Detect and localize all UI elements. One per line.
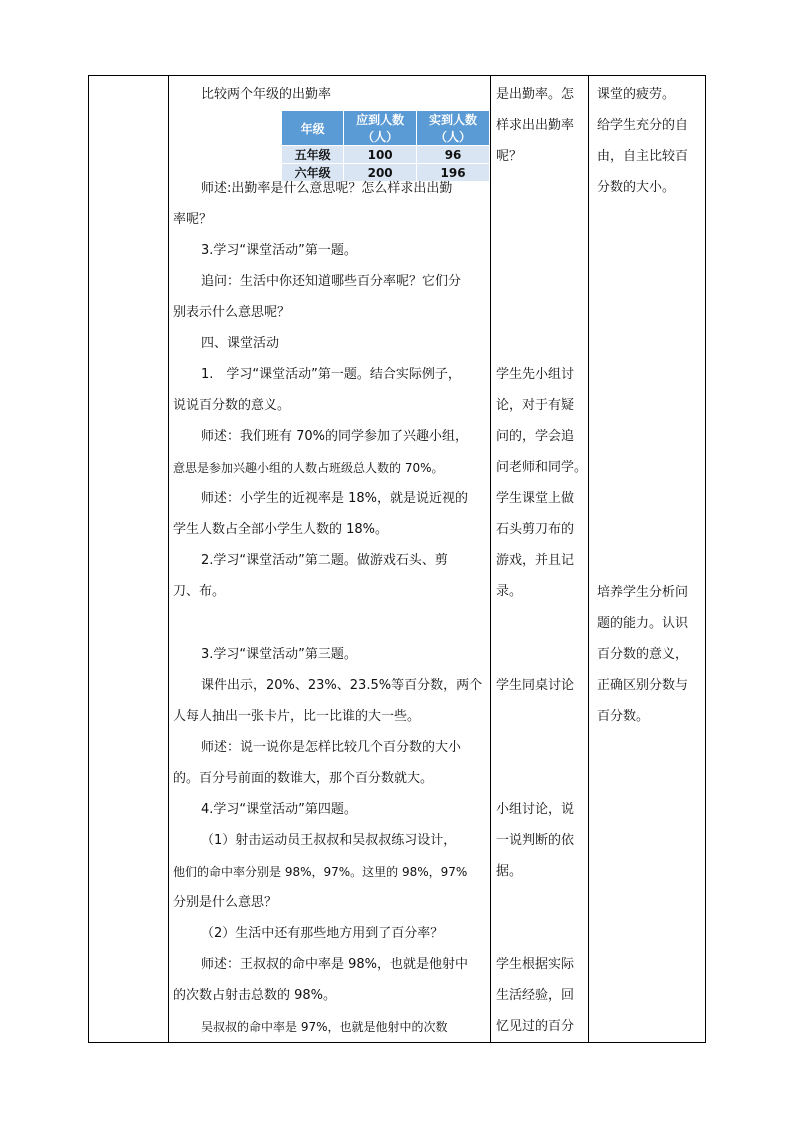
text-line: 呢？ bbox=[496, 149, 523, 164]
text-line: 一说判断的依 bbox=[496, 833, 575, 848]
text-line: 学生同桌讨论 bbox=[496, 678, 575, 693]
table-cell: 196 bbox=[417, 164, 490, 182]
text-line: 学生人数占全部小学生人数的 18%。 bbox=[173, 522, 389, 537]
text-line: 论，对于有疑 bbox=[496, 398, 575, 413]
text-line: 4.学习“课堂活动”第四题。 bbox=[201, 802, 357, 817]
text-line: 是出勤率。怎 bbox=[496, 87, 575, 102]
text-line: 由，自主比较百 bbox=[597, 149, 689, 164]
text-line: 问老师和同学。 bbox=[496, 460, 588, 475]
header-cell: 应到人数（人） bbox=[344, 111, 417, 146]
header-cell: 实到人数（人） bbox=[417, 111, 490, 146]
lesson-plan-table bbox=[88, 75, 706, 1043]
text-line: 学生课堂上做 bbox=[496, 491, 575, 506]
text-line: 生活经验，回 bbox=[496, 988, 575, 1003]
text-line: 师述：小学生的近视率是 18%，就是说近视的 bbox=[201, 491, 469, 506]
text-line: 1. 学习“课堂活动”第一题。结合实际例子， bbox=[201, 367, 461, 382]
text-line: 给学生充分的自 bbox=[597, 118, 689, 133]
column-teacher-activity bbox=[169, 76, 490, 1042]
text-line: 游戏，并且记 bbox=[496, 553, 575, 568]
text-line: 学生根据实际 bbox=[496, 957, 575, 972]
text-line: （2）生活中还有那些地方用到了百分率？ bbox=[201, 926, 444, 941]
text-line: 3.学习“课堂活动”第一题。 bbox=[201, 243, 357, 258]
text-line: 师述：王叔叔的命中率是 98%，也就是他射中 bbox=[201, 957, 469, 972]
text-line: 课堂的疲劳。 bbox=[597, 87, 676, 102]
text-line: 率呢？ bbox=[173, 212, 213, 227]
text-line: 课件出示，20%、23%、23.5%等百分数，两个 bbox=[201, 678, 483, 693]
text-line: 学生先小组讨 bbox=[496, 367, 575, 382]
text-line: 说说百分数的意义。 bbox=[173, 398, 291, 413]
text-line: 人每人抽出一张卡片，比一比谁的大一些。 bbox=[173, 709, 421, 724]
text-line: 2.学习“课堂活动”第二题。做游戏石头、剪 bbox=[201, 553, 448, 568]
text-line: 他们的命中率分别是 98%，97%。这里的 98%，97% bbox=[173, 865, 468, 879]
text-line: 据。 bbox=[496, 864, 523, 879]
text-line: 刀、布。 bbox=[173, 584, 226, 599]
attendance-table bbox=[281, 110, 490, 182]
column-1 bbox=[89, 76, 168, 1042]
table-cell: 六年级 bbox=[282, 164, 344, 182]
text-line: 追问：生活中你还知道哪些百分率呢？它们分 bbox=[201, 274, 462, 289]
text-line: 师述：说一说你是怎样比较几个百分数的大小 bbox=[201, 740, 462, 755]
text-line: 吴叔叔的命中率是 97%，也就是他射中的次数 bbox=[201, 1020, 448, 1034]
text-line: 录。 bbox=[496, 584, 523, 599]
text-line: 意思是参加兴趣小组的人数占班级总人数的 70%。 bbox=[173, 461, 444, 475]
text-line: 分数的大小。 bbox=[597, 180, 676, 195]
column-student-activity bbox=[491, 76, 588, 1042]
text-line: （1）射击运动员王叔叔和吴叔叔练习设计， bbox=[201, 833, 457, 848]
table-header-row bbox=[282, 111, 490, 146]
text-line: 培养学生分析问 bbox=[597, 585, 689, 600]
table-row bbox=[282, 164, 490, 182]
text-line: 正确区别分数与 bbox=[597, 678, 689, 693]
text-line: 问的，学会追 bbox=[496, 429, 575, 444]
text-line: 百分数的意义， bbox=[597, 647, 689, 662]
table-row bbox=[282, 146, 490, 164]
table-cell: 五年级 bbox=[282, 146, 344, 164]
text-line: 别表示什么意思呢？ bbox=[173, 305, 291, 320]
text-line: 样求出出勤率 bbox=[496, 118, 575, 133]
table-cell: 100 bbox=[344, 146, 417, 164]
comparison-title: 比较两个年级的出勤率 bbox=[201, 87, 332, 102]
column-design-intent bbox=[589, 76, 705, 1042]
text-line: 师述:出勤率是什么意思呢？怎么样求出出勤 bbox=[201, 181, 453, 196]
text-line: 3.学习“课堂活动”第三题。 bbox=[201, 647, 357, 662]
text-line: 分别是什么意思？ bbox=[173, 895, 278, 910]
text-line: 题的能力。认识 bbox=[597, 616, 689, 631]
text-line: 小组讨论，说 bbox=[496, 802, 575, 817]
text-line: 师述：我们班有 70%的同学参加了兴趣小组， bbox=[201, 429, 469, 444]
table-cell: 96 bbox=[417, 146, 490, 164]
text-line: 石头剪刀布的 bbox=[496, 522, 575, 537]
table-cell: 200 bbox=[344, 164, 417, 182]
text-line: 忆见过的百分 bbox=[496, 1019, 575, 1034]
section-heading: 四、课堂活动 bbox=[201, 336, 280, 351]
text-line: 百分数。 bbox=[597, 709, 650, 724]
text-line: 的。百分号前面的数谁大，那个百分数就大。 bbox=[173, 771, 434, 786]
header-cell: 年级 bbox=[282, 111, 344, 146]
text-line: 的次数占射击总数的 98%。 bbox=[173, 988, 337, 1003]
